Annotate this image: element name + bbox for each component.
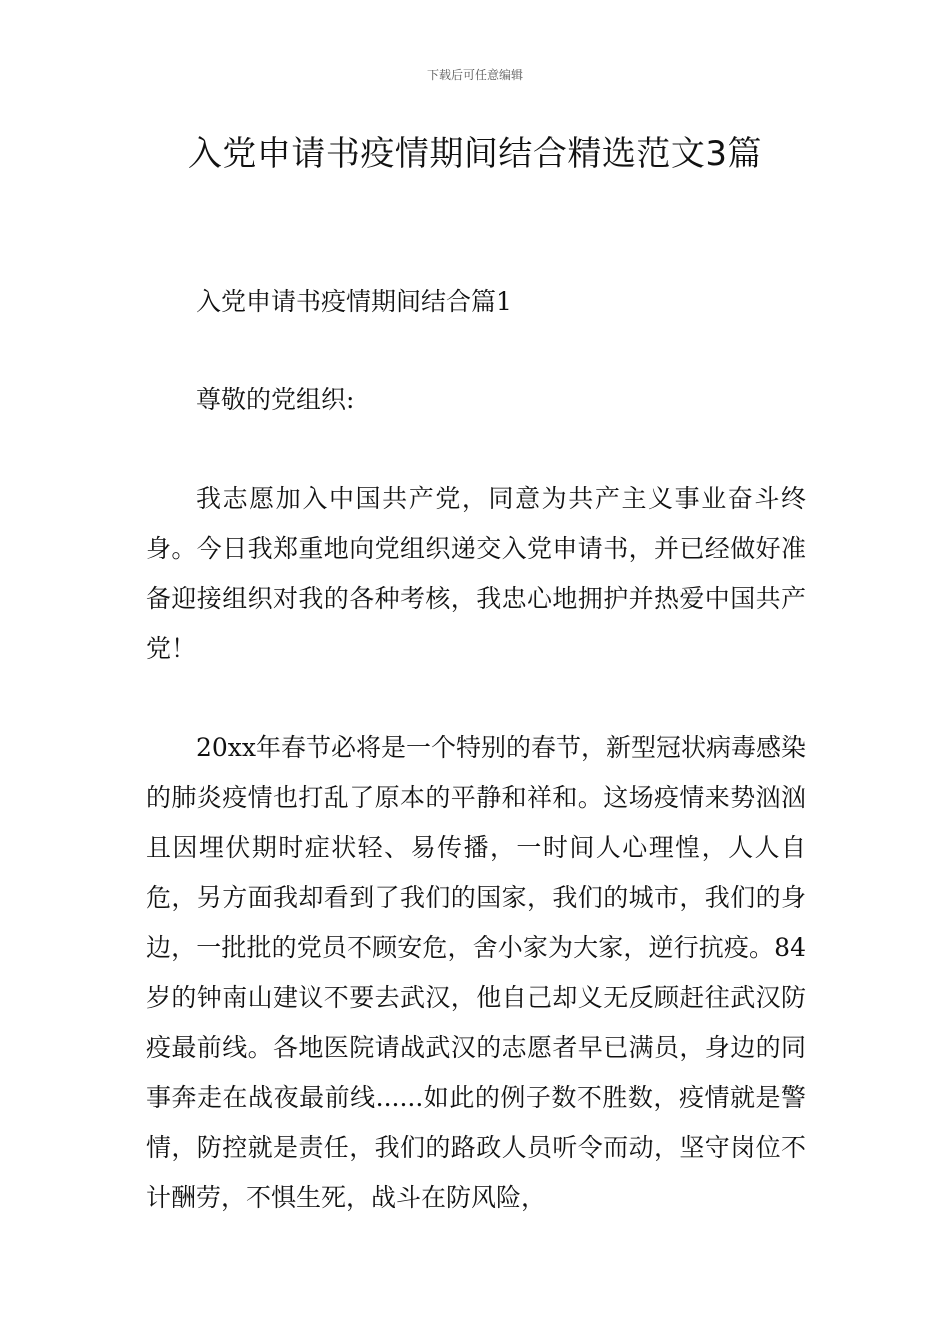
section-heading: 入党申请书疫情期间结合篇1 bbox=[196, 287, 512, 316]
body-paragraph-1: 我志愿加入中国共产党，同意为共产主义事业奋斗终身。今日我郑重地向党组织递交入党申请书，并已经做好准备迎接组织对我的各种考核，我忠心地拥护并热爱中国共产党！ bbox=[146, 484, 806, 663]
body-paragraph-2: 20xx年春节必将是一个特别的春节，新型冠状病毒感染的肺炎疫情也打乱了原本的平静和祥和。这场疫情来势汹汹且因埋伏期时症状轻、易传播，一时间人心理惶，人人自危，另方面我却看到了我们的国家，我们的城市，我们的身边，一批批的党员不顾安危，舍小家为大家，逆行抗疫。84岁的钟南山建议不要去武汉，他自己却义无反顾赶往武汉防疫最前线。各地医院请战武汉的志愿者早已满员，身边的同事奔走在战夜最前线......如此的例子数不胜数，疫情就是警情，防控就是责任，我们的路政人员听令而动，坚守岗位不计酬劳，不惧生死，战斗在防风险， bbox=[146, 733, 807, 1212]
document-title: 入党申请书疫情期间结合精选范文3篇 bbox=[187, 134, 763, 174]
header-note: 下载后可任意编辑 bbox=[426, 68, 523, 82]
salutation: 尊敬的党组织: bbox=[196, 385, 355, 414]
